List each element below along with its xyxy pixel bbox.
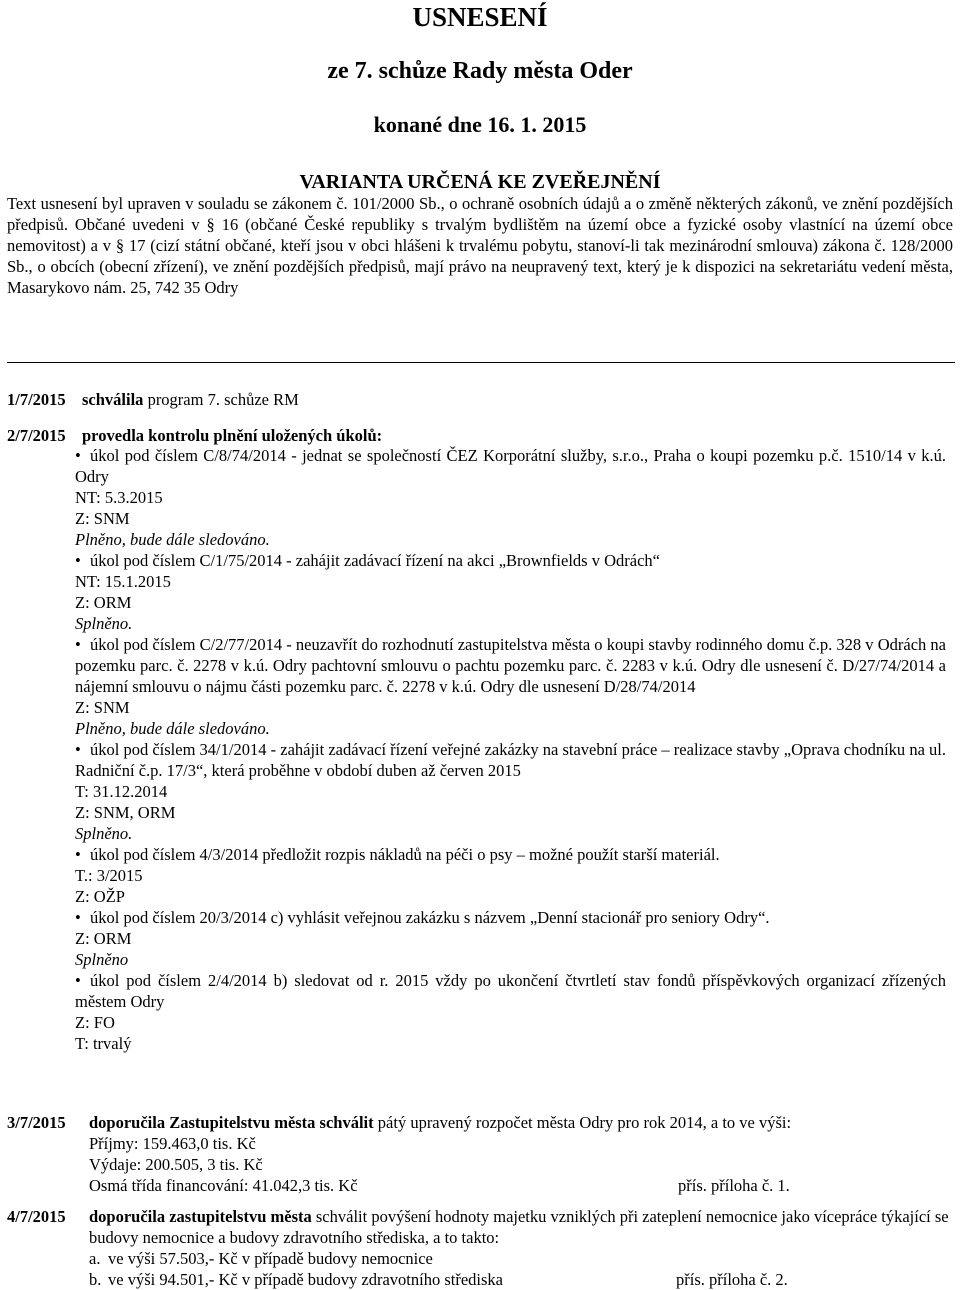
- task-description: úkol pod číslem 20/3/2014 c) vyhlásit veřejnou zakázku s názvem „Denní stacionář pro seniory Odry“.: [90, 908, 770, 927]
- resolution-verb: doporučila Zastupitelstvu města schválit: [89, 1113, 374, 1132]
- publication-variant: VARIANTA URČENÁ KE ZVEŘEJNĚNÍ: [299, 171, 661, 193]
- resolution-number: 4/7/2015: [7, 1207, 66, 1226]
- task-description: úkol pod číslem C/8/74/2014 - jednat se společností ČEZ Korporátní služby, s.r.o., Praha o koupi pozemku p.č. 1510/14 v k.ú. Odry: [75, 446, 946, 486]
- list-item: [75, 844, 946, 907]
- task-detail: Z: SNM, ORM: [75, 803, 176, 822]
- resolution-heading: [82, 425, 952, 446]
- task-status: Splněno.: [75, 824, 133, 843]
- resolution-4-items: [89, 1248, 849, 1290]
- list-item: [75, 445, 946, 550]
- bullet-icon: •: [75, 740, 81, 759]
- task-description: úkol pod číslem 34/1/2014 - zahájit zadávací řízení veřejné zakázky na stavební práce – realizace stavby „Oprava chodníku na ul. Radniční č.p. 17/3“, která proběhne v období duben až červen 2015: [75, 740, 946, 780]
- task-status: Plněno, bude dále sledováno.: [75, 530, 270, 549]
- task-description: úkol pod číslem C/1/75/2014 - zahájit zadávací řízení na akci „Brownfields v Odrách“: [90, 551, 660, 570]
- task-detail: Z: FO: [75, 1013, 115, 1032]
- resolution-heading: [89, 1112, 953, 1133]
- bullet-icon: •: [75, 845, 81, 864]
- task-detail: NT: 15.1.2015: [75, 572, 171, 591]
- divider: [7, 362, 955, 363]
- resolution-text: program 7. schůze RM: [143, 390, 299, 409]
- resolution-verb: provedla kontrolu plnění uložených úkolů:: [82, 426, 383, 445]
- resolution-text: schválit povýšení hodnoty majetku vzniklých při zateplení nemocnice jako vícepráce týkající se budovy nemocnice a budovy zdravotního střediska, a to takto:: [89, 1207, 949, 1247]
- budget-financing: Osmá třída financování: 41.042,3 tis. Kč: [89, 1176, 358, 1195]
- task-detail: Z: OŽP: [75, 887, 125, 906]
- anonymization-notice: [7, 193, 953, 298]
- task-detail: T.: 3/2015: [75, 866, 143, 885]
- resolution-number: 2/7/2015: [7, 426, 66, 445]
- task-status: Splněno: [75, 950, 129, 969]
- task-detail: Z: SNM: [75, 698, 130, 717]
- bullet-icon: •: [75, 971, 81, 990]
- list-item: [75, 550, 946, 634]
- task-detail: NT: 5.3.2015: [75, 488, 163, 507]
- bullet-icon: •: [75, 908, 81, 927]
- list-item: [89, 1248, 849, 1269]
- list-item: [75, 970, 946, 1054]
- attachment-reference: přís. příloha č. 2.: [676, 1270, 788, 1289]
- budget-expenses: Výdaje: 200.505, 3 tis. Kč: [89, 1155, 263, 1174]
- bullet-icon: •: [75, 446, 81, 465]
- bullet-icon: •: [75, 635, 81, 654]
- list-item: [89, 1269, 849, 1290]
- task-detail: T: trvalý: [75, 1034, 132, 1053]
- budget-figures: [89, 1133, 849, 1196]
- list-item: [75, 634, 946, 739]
- list-item: [75, 907, 946, 970]
- bullet-icon: •: [75, 551, 81, 570]
- task-list: [75, 445, 946, 1054]
- resolution-verb: schválila: [82, 390, 144, 409]
- resolution-text: pátý upravený rozpočet města Odry pro rok 2014, a to ve výši:: [373, 1113, 792, 1132]
- budget-income: Příjmy: 159.463,0 tis. Kč: [89, 1134, 256, 1153]
- item-label: a.: [89, 1249, 101, 1268]
- resolution-number: 1/7/2015: [7, 390, 66, 409]
- resolution-heading: [89, 1206, 953, 1248]
- item-text: ve výši 94.501,- Kč v případě budovy zdravotního střediska: [108, 1270, 504, 1289]
- task-description: úkol pod číslem 2/4/2014 b) sledovat od r. 2015 vždy po ukončení čtvrtletí stav fondů příspěvkových organizací zřízených městem Odry: [75, 971, 946, 1011]
- task-description: úkol pod číslem C/2/77/2014 - neuzavřít do rozhodnutí zastupitelstva města o koupi stavby rodinného domu č.p. 328 v Odrách na pozemku parc. č. 2278 v k.ú. Odry pachtovní smlouvu o pachtu pozemku parc. č. 2283 v k.ú. Odry dle usnesení č. D/27/74/2014 a nájemní smlouvu o nájmu části pozemku parc. č. 2278 v k.ú. Odry dle usnesení D/28/74/2014: [75, 635, 946, 696]
- task-description: úkol pod číslem 4/3/2014 předložit rozpis nákladů na péči o psy – možné použít starší materiál.: [90, 845, 720, 864]
- task-detail: Z: SNM: [75, 509, 130, 528]
- task-detail: T: 31.12.2014: [75, 782, 168, 801]
- meeting-date: konané dne 16. 1. 2015: [373, 112, 587, 137]
- item-label: b.: [89, 1270, 102, 1289]
- task-status: Splněno.: [75, 614, 133, 633]
- anonymization-notice-text: Text usnesení byl upraven v souladu se zákonem č. 101/2000 Sb., o ochraně osobních údajů a o změně některých zákonů, ve znění pozdějších předpisů. Občané uvedeni v § 16 (občané České republiky s trvalým bydlištěm na území obce a fyzické osoby vlastnící na území obce nemovitost) a v § 17 (cizí státní občané, kteří jsou v obci hlášeni k trvalému pobytu, stanoví-li tak mezinárodní smlouva) zákona č. 128/2000 Sb., o obcích (obecní zřízení), ve znění pozdějších předpisů, mají právo na neupravený text, který je k dispozici na sekretariátu vedení města, Masarykovo nám. 25, 742 35 Odry: [7, 194, 953, 297]
- task-status: Plněno, bude dále sledováno.: [75, 719, 270, 738]
- list-item: [75, 739, 946, 844]
- task-detail: Z: ORM: [75, 593, 132, 612]
- task-detail: Z: ORM: [75, 929, 132, 948]
- resolution-verb: doporučila zastupitelstvu města: [89, 1207, 312, 1226]
- document-subtitle: ze 7. schůze Rady města Oder: [327, 58, 633, 84]
- resolution-heading: [82, 389, 952, 410]
- item-text: ve výši 57.503,- Kč v případě budovy nemocnice: [108, 1249, 433, 1268]
- document-title: USNESENÍ: [412, 2, 548, 32]
- attachment-reference: přís. příloha č. 1.: [678, 1176, 790, 1195]
- resolution-number: 3/7/2015: [7, 1113, 66, 1132]
